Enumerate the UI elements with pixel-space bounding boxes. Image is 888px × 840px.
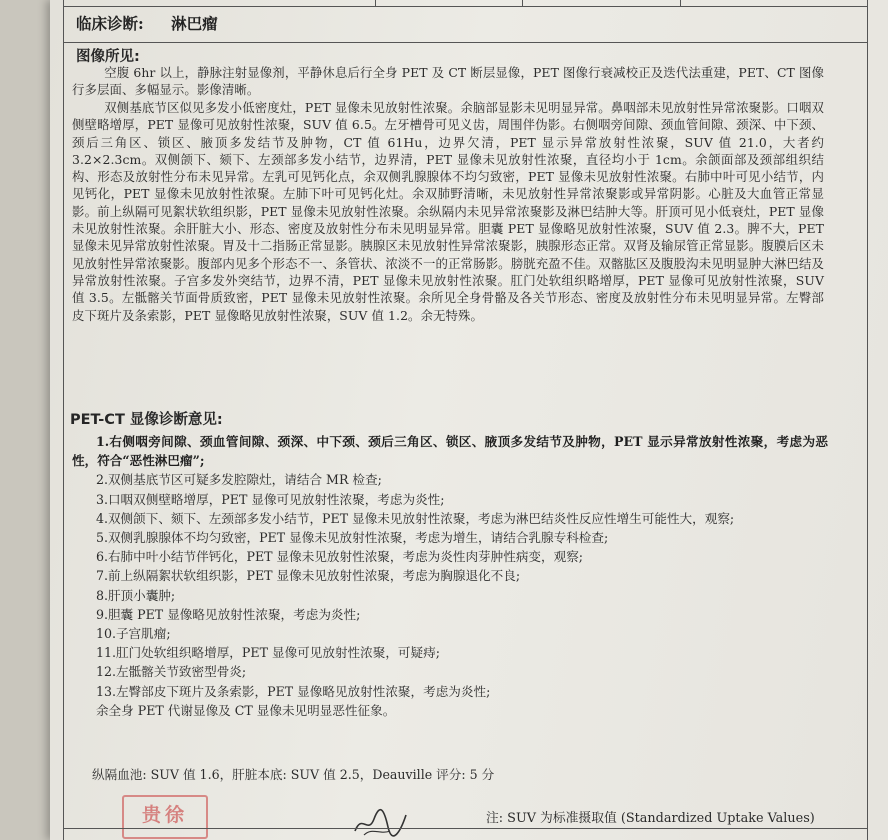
clinical-diagnosis-row <box>76 12 218 34</box>
opinion-item: 6.右肺中叶小结节伴钙化，PET 显像未见放射性浓聚，考虑为炎性肉芽肿性病变，观察; <box>95 549 584 565</box>
opinion-item: 余全身 PET 代谢显像及 CT 显像未见明显恶性征象。 <box>95 702 396 718</box>
opinion-list <box>72 432 828 720</box>
findings-paragraph-1: 空腹 6hr 以上，静脉注射显像剂，平静休息后行全身 PET 及 CT 断层显像，PET 图像行衰减校正及迭代法重建，PET、CT 图像行多层面、多幅显示。影像清晰。 <box>72 65 824 98</box>
report-paper <box>50 0 888 840</box>
row-divider <box>63 6 868 7</box>
opinion-title: PET-CT 显像诊断意见: <box>70 412 223 428</box>
opinion-item: 2.双侧基底节区可疑多发腔隙灶，请结合 MR 检查; <box>95 472 382 488</box>
opinion-item: 13.左臀部皮下斑片及条索影，PET 显像略见放射性浓聚，考虑为炎性; <box>95 683 491 699</box>
findings-title: 图像所见: <box>76 49 140 65</box>
findings-paragraph-2: 双侧基底节区似见多发小低密度灶，PET 显像未见放射性浓聚。余脑部显影未见明显异常。鼻咽部未见放射性异常浓聚影。口咽双侧壁略增厚，PET 显像可见放射性浓聚，SUV 值 6.5。左牙槽骨可见义齿，周围伴伪影。右侧咽旁间隙、颈血管间隙、颈深、中下颈、颈后三角区、锁区、腋顶多发结节及肿物，CT 值 61Hu，边界欠清，PET 显示异常放射性浓聚，SUV 值 21.0，大者约 3.2×2.3cm。双侧颌下、颏下、左颈部多发小结节，边界清，PET 显像未见放射性浓聚，直径均小于 1cm。余颌面部及颈部组织结构、形态及放射性分布未见异常。左乳可见钙化点，余双侧乳腺腺体不均匀致密，PET 显像未见放射性浓聚。右肺中叶可见小结节，内见钙化，PET 显像未见放射性浓聚。左肺下叶可见钙化灶。余双肺野清晰，未见放射性异常浓聚影或异常阴影。心脏及大血管正常显影。前上纵隔可见絮状软组织影，PET 显像未见放射性浓聚。余纵隔内未见异常浓聚影及淋巴结肿大等。肝顶可见小低衰灶，PET 显像未见放射性浓聚。余肝脏大小、形态、密度及放射性分布未见明显异常。胆囊 PET 显像略见放射性浓聚，SUV 值 2.3。脾不大，PET 显像未见异常放射性浓聚。胃及十二指肠正常显影。胰腺区未见放射性异常浓聚影，胰腺形态正常。双肾及输尿管正常显影。腹膜后区未见放射性异常浓聚影。腹部内见多个形态不一、条管状、浓淡不一的正常肠影。膀胱充盈不佳。双髂肱区及腹股沟未见明显肿大淋巴结及异常放射性浓聚。子宫多发外突结节，边界不清，PET 显像未见放射性浓聚。肛门处软组织略增厚，PET 显像可见放射性浓聚，SUV 值 3.5。左骶髂关节面骨质致密，PET 显像未见放射性浓聚。余所见全身骨骼及各关节形态、密度及放射性分布未见明显异常。左臀部皮下斑片及条索影，PET 显像略见放射性浓聚，SUV 值 1.2。余无特殊。 <box>72 100 824 323</box>
opinion-item: 11.肛门处软组织略增厚，PET 显像可见放射性浓聚，可疑痔; <box>95 645 440 661</box>
row-divider <box>63 828 868 829</box>
clinical-diagnosis-label: 临床诊断: <box>76 14 144 33</box>
opinion-item: 8.肝顶小囊肿; <box>95 587 176 603</box>
suv-note: 注: SUV 为标准摄取值 (Standardized Uptake Values) <box>486 811 815 826</box>
opinion-item: 12.左骶髂关节致密型骨炎; <box>95 664 247 680</box>
opinion-item: 9.胆囊 PET 显像略见放射性浓聚，考虑为炎性; <box>95 606 361 622</box>
opinion-item: 4.双侧颌下、颏下、左颈部多发小结节，PET 显像未见放射性浓聚，考虑为淋巴结炎性反应性增生可能性大，观察; <box>95 510 735 526</box>
opinion-item: 5.双侧乳腺腺体不均匀致密，PET 显像未见放射性浓聚，考虑为增生，请结合乳腺专科检查; <box>95 530 609 546</box>
clinical-diagnosis-value: 淋巴瘤 <box>171 14 218 33</box>
opinion-item: 7.前上纵隔絮状软组织影，PET 显像未见放射性浓聚，考虑为胸腺退化不良; <box>95 568 521 584</box>
doctor-stamp: 贵徐 <box>122 795 208 839</box>
row-divider <box>63 42 868 43</box>
opinion-item: 10.子宫肌瘤; <box>95 626 171 642</box>
opinion-item: 1.右侧咽旁间隙、颈血管间隙、颈深、中下颈、颈后三角区、锁区、腋顶多发结节及肿物，PET 显示异常放射性浓聚，考虑为恶性，符合“恶性淋巴瘤”; <box>72 434 828 469</box>
opinion-item: 3.口咽双侧壁略增厚，PET 显像可见放射性浓聚，考虑为炎性; <box>95 491 445 507</box>
signature-scribble <box>350 805 410 837</box>
blood-pool-line: 纵隔血池: SUV 值 1.6，肝脏本底: SUV 值 2.5，Deauville 评分: 5 分 <box>92 767 495 782</box>
